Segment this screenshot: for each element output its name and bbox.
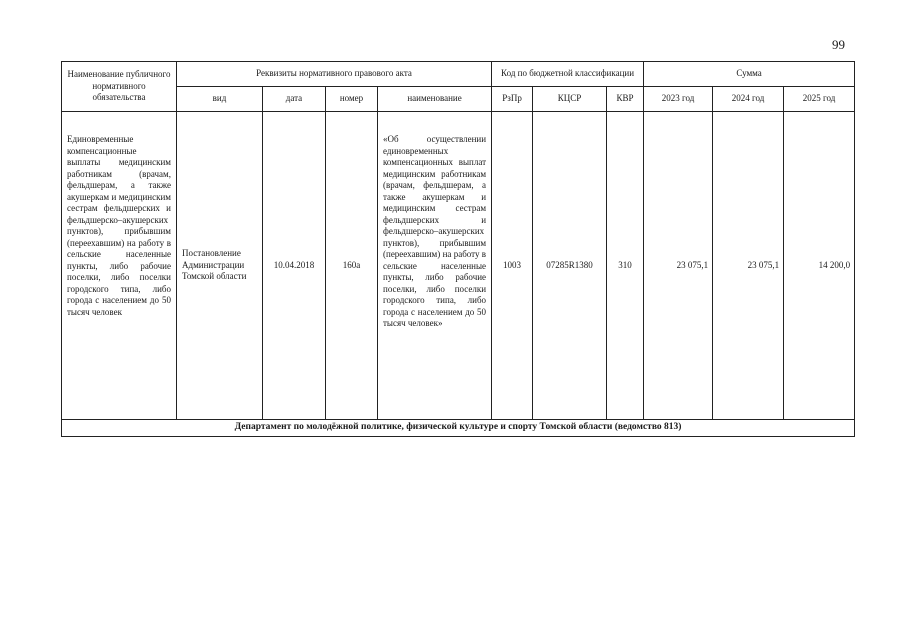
obligation-text: Единовременные компенсационные выплаты медицинским работникам (врачам, фельдшерам, а также акушеркам и медицинским сестрам фельдшерских и фельдшерско–акушерских пунктов), прибывшим (переехавшим) на работу в сельские населенные пункты, либо рабочие поселки, либо поселки городского типа, либо города с населением до 50 тысяч человек: [62, 112, 177, 420]
header-number: номер: [326, 87, 378, 112]
kvr-value: 310: [607, 112, 644, 420]
kcsr-value: 07285R1380: [533, 112, 607, 420]
sum-2023-value: 23 075,1: [644, 112, 713, 420]
header-kcsr: КЦСР: [533, 87, 607, 112]
header-obligation-name: Наименование публичного нормативного обязательства: [62, 62, 177, 112]
act-name: «Об осуществлении единовременных компенсационных выплат медицинским работникам (врачам, фельдшерам, а также акушеркам и медицинским сестрам фельдшерских и фельдшерско–акушерских пунктов), прибывшим (переехавшим) на работу в сельские населенные пункты, либо рабочие поселки, либо поселки городского типа, либо города с населением до 50 тысяч человек»: [378, 112, 492, 420]
header-row-2: [62, 87, 855, 112]
sum-2025-value: 14 200,0: [784, 112, 855, 420]
table-row: [62, 112, 855, 420]
header-kvr: КВР: [607, 87, 644, 112]
act-type: Постановление Администрации Томской области: [177, 112, 263, 420]
department-row: [62, 420, 855, 437]
header-date: дата: [263, 87, 326, 112]
rzpr-value: 1003: [492, 112, 533, 420]
act-number: 160а: [326, 112, 378, 420]
header-act-requisites: Реквизиты нормативного правового акта: [177, 62, 492, 87]
obligations-table: [61, 61, 855, 437]
header-name: наименование: [378, 87, 492, 112]
header-sum: Сумма: [644, 62, 855, 87]
header-budget-code: Код по бюджетной классификации: [492, 62, 644, 87]
sum-2024-value: 23 075,1: [713, 112, 784, 420]
header-rzpr: РзПр: [492, 87, 533, 112]
department-title: Департамент по молодёжной политике, физической культуре и спорту Томской области (ведомство 813): [62, 420, 855, 437]
act-date: 10.04.2018: [263, 112, 326, 420]
header-2024: 2024 год: [713, 87, 784, 112]
header-vid: вид: [177, 87, 263, 112]
header-row-1: [62, 62, 855, 87]
header-2025: 2025 год: [784, 87, 855, 112]
header-2023: 2023 год: [644, 87, 713, 112]
page-number: 99: [832, 37, 845, 52]
